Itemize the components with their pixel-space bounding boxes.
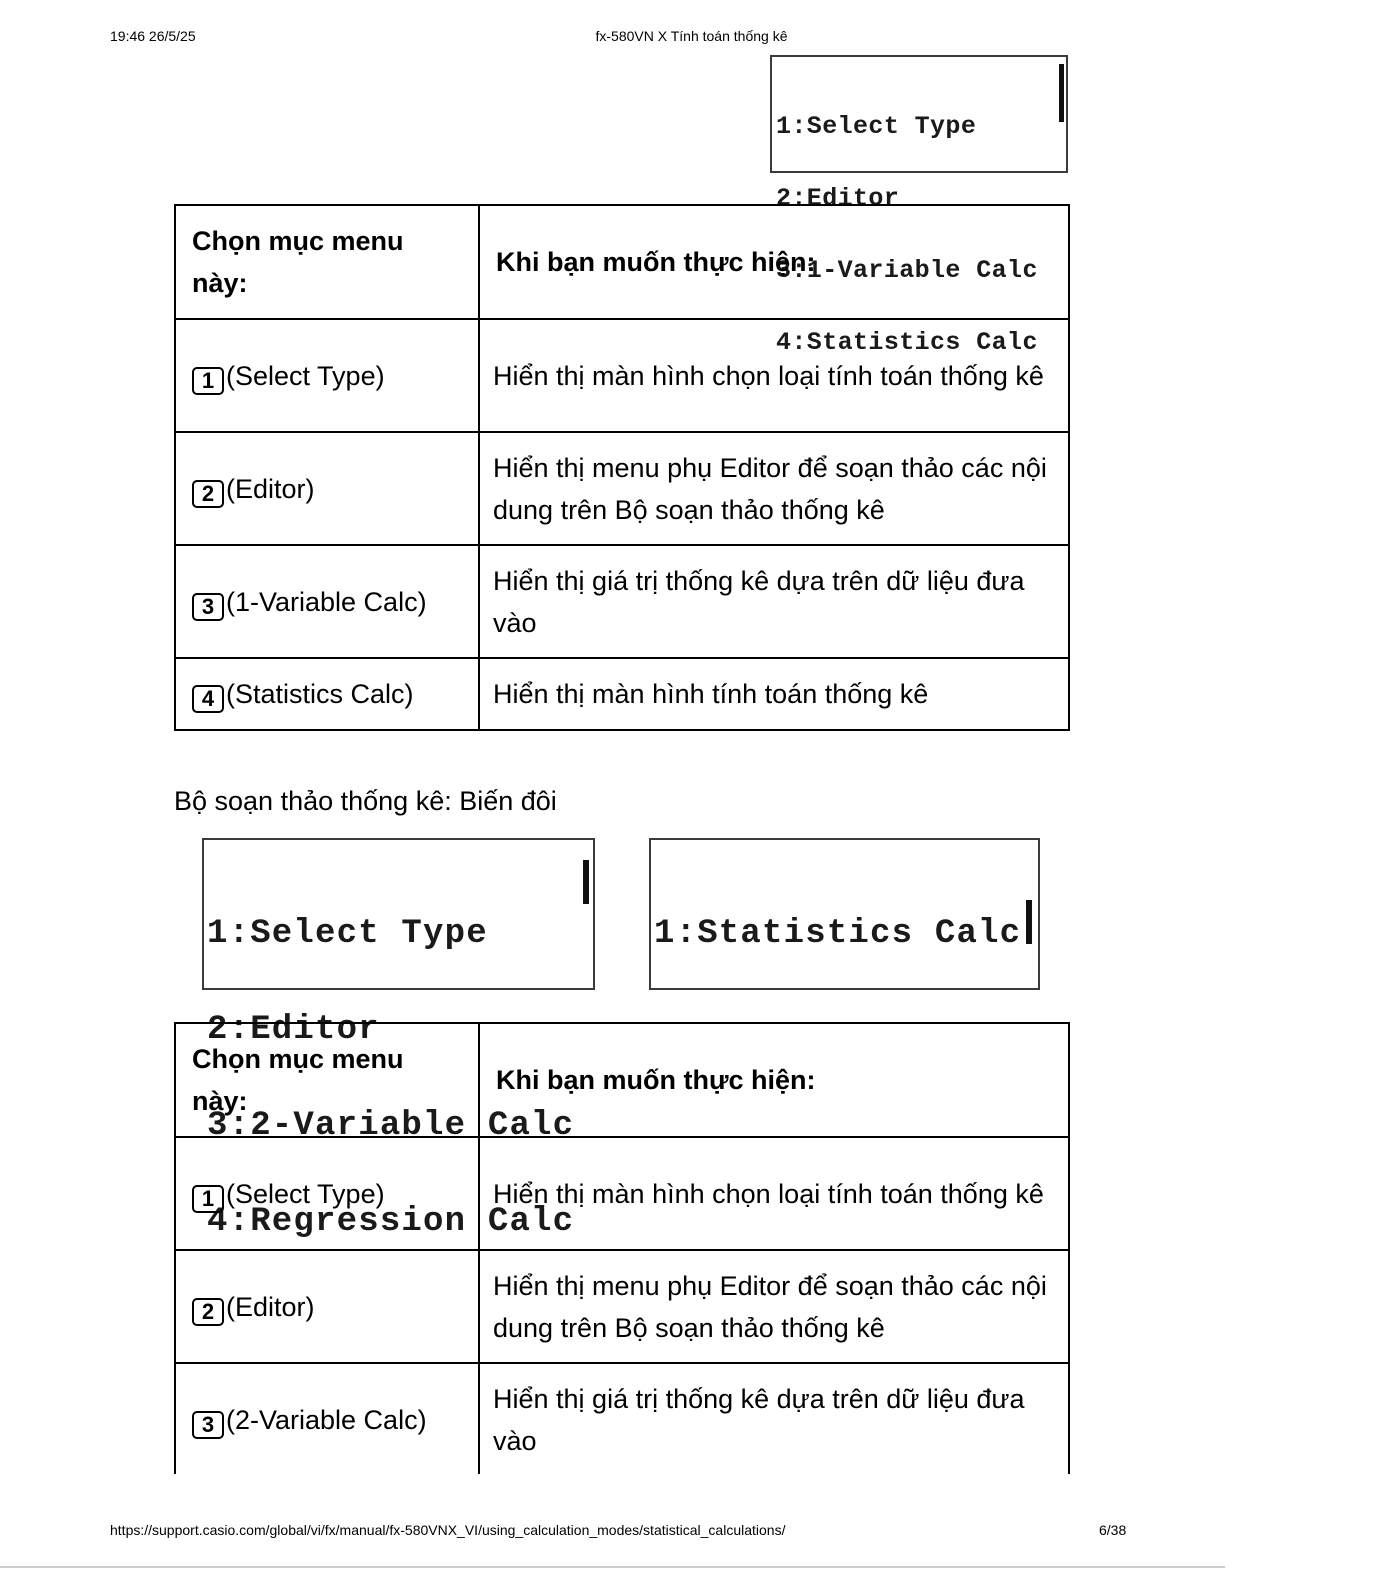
print-page-title: fx-580VN X Tính toán thống kê (595, 28, 788, 44)
menu-item-cell (175, 432, 479, 545)
key-2-icon: 2 (192, 1298, 224, 1326)
calculator-screen-menu-page-2 (649, 838, 1040, 990)
key-4-icon: 4 (192, 685, 224, 713)
column-header-purpose: Khi bạn muốn thực hiện: (479, 205, 1069, 319)
menu-item-label: (Editor) (226, 1291, 315, 1322)
print-url: https://support.casio.com/global/vi/fx/manual/fx-580VNX_VI/using_calculation_modes/statistical_calculations/ (110, 1522, 786, 1538)
menu-item-cell (175, 1363, 479, 1476)
screen-line: 4:Statistics Calc (776, 328, 1038, 357)
key-3-icon: 3 (192, 1411, 224, 1439)
scroll-indicator (1026, 900, 1032, 944)
page-number: 6/38 (1099, 1522, 1127, 1538)
description-cell: Hiển thị giá trị thống kê dựa trên dữ liệu đưa vào (479, 1363, 1069, 1476)
page-divider (0, 1566, 1225, 1568)
table-row (175, 1137, 1069, 1250)
menu-item-label: (Editor) (226, 473, 315, 504)
table-row (175, 1363, 1069, 1476)
screen-line: 2:Editor (207, 1011, 380, 1049)
table-header-row (175, 1023, 1069, 1137)
page-cut-mask (0, 1474, 1225, 1504)
calculator-screen-1-variable-menu (770, 55, 1068, 357)
table-header-row (175, 205, 1069, 319)
print-datetime: 19:46 26/5/25 (110, 28, 196, 44)
screen-line: 3:2-Variable Calc (207, 1107, 575, 1145)
section-heading: Bộ soạn thảo thống kê: Biến đôi (174, 786, 557, 816)
description-cell: Hiển thị menu phụ Editor để soạn thảo các nội dung trên Bộ soạn thảo thống kê (479, 432, 1069, 545)
screen-line: 1:Select Type (207, 915, 488, 953)
description-cell: Hiển thị giá trị thống kê dựa trên dữ liệu đưa vào (479, 545, 1069, 658)
key-1-icon: 1 (192, 367, 224, 395)
menu-item-cell (175, 1250, 479, 1363)
table-row (175, 432, 1069, 545)
column-header-purpose: Khi bạn muốn thực hiện: (479, 1023, 1069, 1137)
menu-item-label: (Select Type) (226, 360, 385, 391)
description-cell: Hiển thị menu phụ Editor để soạn thảo các nội dung trên Bộ soạn thảo thống kê (479, 1250, 1069, 1363)
description-cell: Hiển thị màn hình tính toán thống kê (479, 658, 1069, 730)
description-cell: Hiển thị màn hình chọn loại tính toán thống kê (479, 319, 1069, 432)
menu-item-cell (175, 1137, 479, 1250)
key-2-icon: 2 (192, 480, 224, 508)
screen-line: 1:Select Type (776, 112, 977, 141)
scroll-indicator (1059, 64, 1064, 122)
key-3-icon: 3 (192, 593, 224, 621)
menu-item-label: (2-Variable Calc) (226, 1404, 427, 1435)
menu-item-label: (Select Type) (226, 1178, 385, 1209)
table-row (175, 545, 1069, 658)
column-header-menu-item: Chọn mục menu này: (175, 1023, 479, 1137)
menu-table-1-variable (174, 204, 1070, 731)
table-row (175, 658, 1069, 730)
menu-item-cell (175, 545, 479, 658)
menu-item-label: (1-Variable Calc) (226, 586, 427, 617)
table-row (175, 319, 1069, 432)
screen-line: 3:1-Variable Calc (776, 256, 1038, 285)
menu-table-2-variable (174, 1022, 1070, 1477)
screen-line: 4:Regression Calc (207, 1203, 575, 1241)
menu-item-cell (175, 658, 479, 730)
column-header-menu-item: Chọn mục menu này: (175, 205, 479, 319)
table-row (175, 1250, 1069, 1363)
key-1-icon: 1 (192, 1185, 224, 1213)
screen-line: 1:Statistics Calc (654, 915, 1022, 953)
menu-item-label: (Statistics Calc) (226, 679, 414, 709)
scroll-indicator (583, 860, 589, 904)
screen-line: 2:Editor (776, 184, 900, 213)
menu-item-cell (175, 319, 479, 432)
description-cell: Hiển thị màn hình chọn loại tính toán thống kê (479, 1137, 1069, 1250)
